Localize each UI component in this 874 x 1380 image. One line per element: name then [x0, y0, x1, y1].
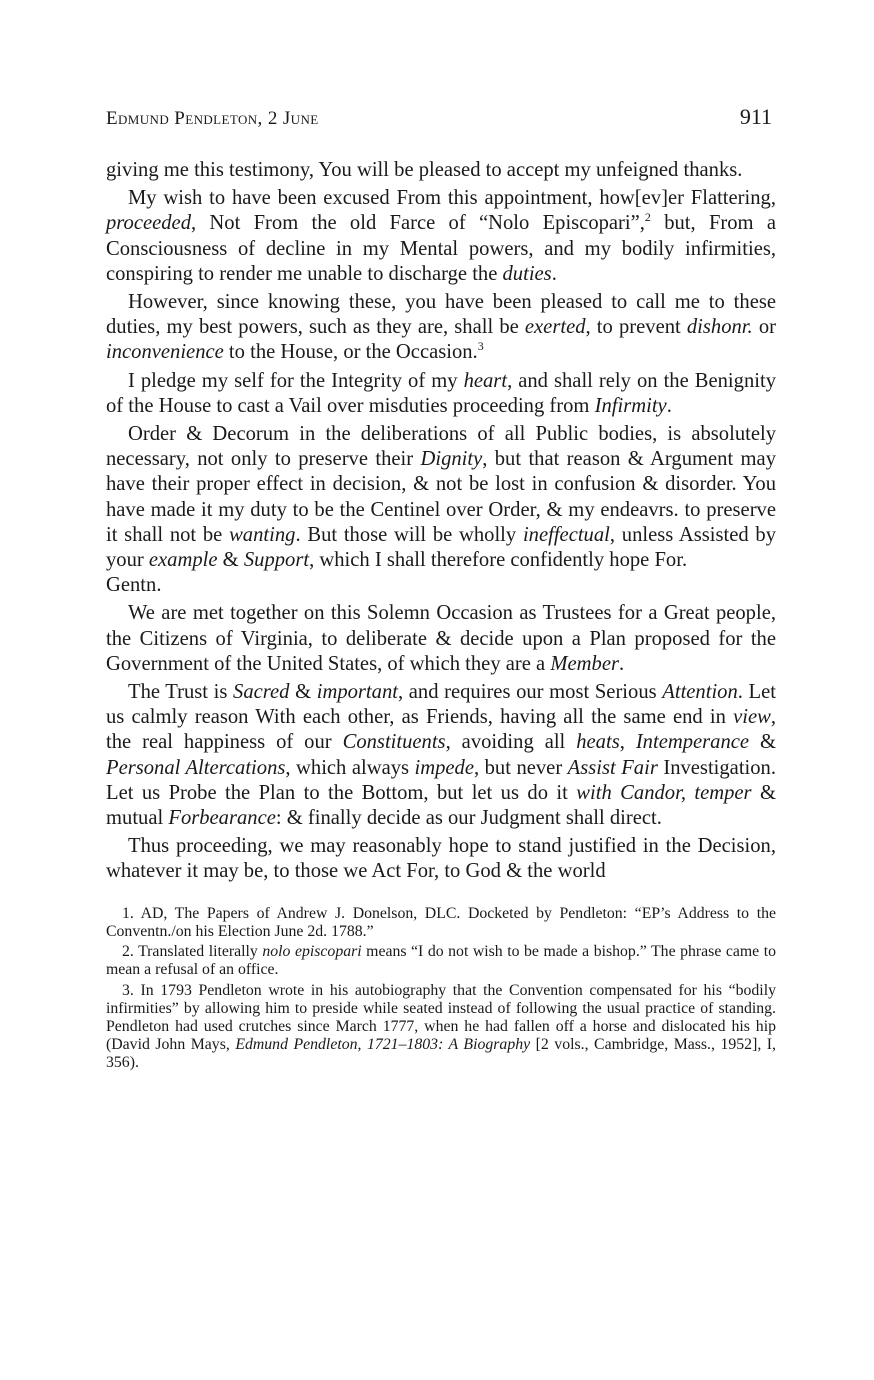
text-run: &: [749, 731, 777, 754]
text-run: &: [289, 681, 317, 704]
text-run: We are met together on this Solemn Occasion as Trustees for a Great people, the Citizens of Virginia, to deliberate & decide upon a Plan proposed for the Government of the United States, of which they are a: [106, 602, 776, 675]
italic-text: Sacred: [233, 681, 290, 704]
italic-text: duties: [502, 262, 552, 285]
italic-text: Forbearance: [168, 807, 276, 830]
italic-text: proceeded: [106, 212, 191, 235]
text-run: but, From a Consciousness of decline in my Mental powers, and my bodily infirmities, conspiring to render me unable to discharge the: [106, 212, 776, 285]
footnote-ref: 2: [644, 210, 651, 225]
body-paragraph: [106, 369, 776, 419]
text-run: giving me this testimony, You will be pleased to accept my unfeigned thanks.: [106, 159, 743, 181]
italic-text: example: [148, 549, 218, 572]
text-run: , and requires our most Serious: [397, 681, 663, 704]
body-paragraph: [106, 186, 776, 287]
italic-text: Assist Fair: [567, 756, 658, 779]
running-head-title: Edmund Pendleton, 2 June: [106, 108, 319, 129]
text-run: ,: [619, 731, 636, 754]
text-run: , which I shall therefore confidently hope For.: [309, 549, 688, 572]
text-run: , and shall rely on the Benignity of the House to cast a Vail over misduties proceeding from: [106, 369, 776, 417]
italic-text: Constituents: [342, 731, 446, 754]
text-run: , the real happiness of our: [106, 706, 776, 754]
italic-text: Intemperance: [635, 731, 750, 754]
text-run: means “I do not wish to be made a bishop.” The phrase came to mean a refusal of an office.: [106, 943, 776, 979]
body-text: [106, 158, 776, 885]
text-run: My wish to have been excused From this appointment, how[ev]er Flattering,: [128, 187, 776, 210]
text-run: , but never: [474, 756, 568, 779]
italic-text: Support: [243, 549, 310, 572]
italic-text: heats: [576, 731, 620, 754]
text-run: . Let us calmly reason With each other, as Friends, having all the same end in: [106, 681, 776, 729]
footnote-ref: 3: [477, 339, 484, 354]
italic-text: wanting: [229, 523, 296, 546]
text-run: 1. AD, The Papers of Andrew J. Donelson, DLC. Docketed by Pendleton: “EP’s Address to the Conventn./on his Election June 2d. 1788.”: [106, 904, 776, 940]
italic-text: nolo episcopari: [262, 943, 362, 961]
italic-text: with Candor, temper: [576, 781, 752, 804]
body-paragraph: [106, 290, 776, 366]
italic-text: view: [733, 706, 771, 729]
italic-text: dishonr.: [686, 316, 753, 339]
text-run: , unless Assisted by your: [106, 523, 776, 572]
text-run: , Not From the old Farce of “Nolo Episcopari”,: [191, 212, 645, 235]
document-page: [106, 104, 776, 1075]
text-run: However, since knowing these, you have been pleased to call me to these duties, my best powers, such as they are, shall be: [106, 291, 776, 339]
body-paragraph: [106, 680, 776, 831]
italic-text: ineffectual: [522, 523, 610, 546]
italic-text: impede: [414, 756, 474, 779]
italic-text: Edmund Pendleton, 1721–1803: A Biography: [235, 1036, 531, 1054]
page-number: 911: [739, 104, 772, 129]
text-run: &: [217, 549, 244, 572]
footnote-3: [106, 982, 776, 1073]
italic-text: exerted: [524, 316, 586, 339]
italic-text: Infirmity: [594, 394, 667, 417]
text-run: & mutual: [106, 781, 777, 830]
text-run: , avoiding all: [445, 731, 577, 754]
text-run: Order & Decorum in the deliberations of all Public bodies, is absolutely necessary, not only to preserve their: [106, 423, 776, 471]
running-head: [106, 104, 776, 144]
footnote-1: [106, 905, 776, 941]
footnotes: [106, 905, 776, 1073]
text-run: The Trust is: [128, 681, 234, 704]
text-run: I pledge my self for the Integrity of my: [128, 369, 464, 392]
italic-text: important: [316, 681, 398, 704]
text-run: 3. In 1793 Pendleton wrote in his autobiography that the Convention compensated for his “bodily infirmities” by allowing him to preside while seated instead of following the usual practice of standing. Pendleton had used crutches since March 1777, when he had fallen off a horse and dislocated his hip (David John Mays,: [106, 981, 776, 1054]
text-run: .: [666, 394, 672, 417]
text-run: , but that reason & Argument may have their proper effect in decision, & not be lost in confusion & disorder. You have made it my duty to be the Centinel over Order, & my endeavrs. to preserve it shall not be: [106, 448, 776, 546]
text-run: to the House, or the Occasion.: [223, 341, 478, 364]
italic-text: inconvenience: [106, 341, 224, 364]
text-run: Thus proceeding, we may reasonably hope to stand justified in the Decision, whatever it may be, to those we Act For, to God & the world: [106, 835, 776, 883]
text-run: [2 vols., Cambridge, Mass., 1952], I, 356).: [106, 1036, 776, 1072]
italic-text: Personal Altercations: [106, 756, 286, 779]
italic-text: Member: [550, 652, 619, 675]
italic-text: heart: [463, 369, 508, 392]
body-paragraph: [106, 422, 776, 573]
body-paragraph: [106, 158, 776, 183]
salutation: Gentn.: [106, 574, 162, 597]
text-run: .: [551, 262, 557, 285]
body-paragraph: [106, 834, 776, 884]
text-run: or: [752, 316, 776, 339]
text-run: 2. Translated literally: [122, 943, 263, 961]
footnote-2: [106, 943, 776, 979]
text-run: .: [618, 652, 625, 675]
italic-text: Dignity: [420, 448, 483, 471]
text-run: , which always: [285, 756, 415, 779]
text-run: , to prevent: [585, 316, 687, 339]
italic-text: Attention: [662, 681, 738, 704]
text-run: . But those will be wholly: [295, 523, 523, 546]
body-paragraph: [106, 601, 776, 677]
text-run: Investigation. Let us Probe the Plan to the Bottom, but let us do it: [106, 756, 777, 804]
text-run: : & finally decide as our Judgment shall direct.: [275, 807, 662, 830]
